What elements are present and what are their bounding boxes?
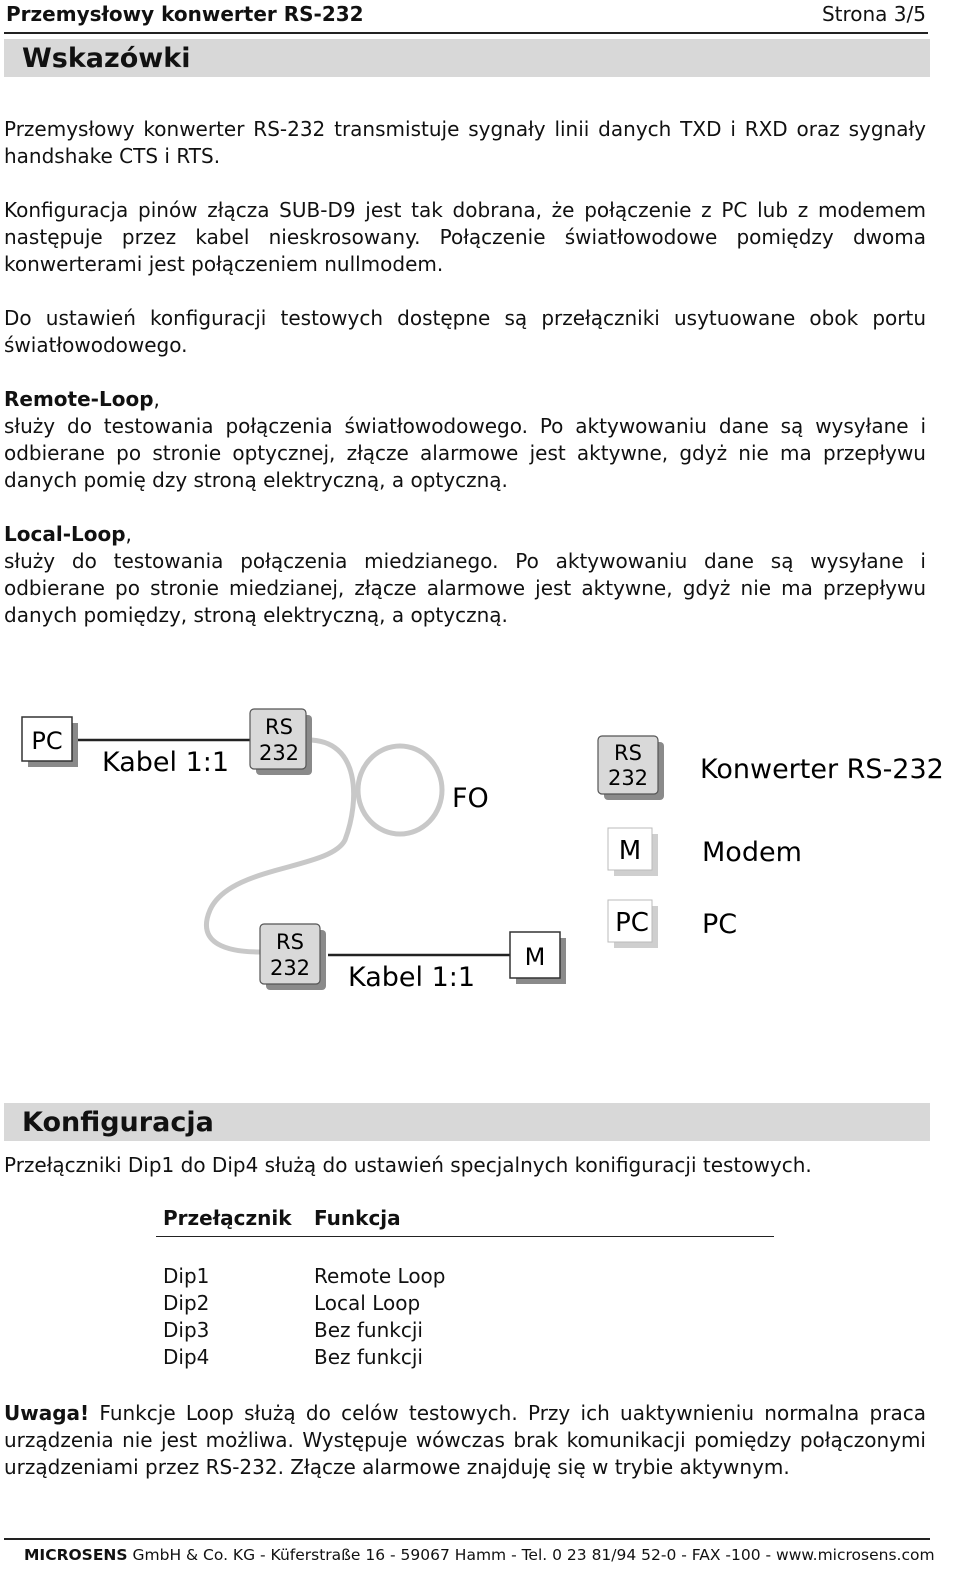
page-header <box>4 0 928 34</box>
legend-modem-abbrev: M <box>618 836 642 866</box>
legend-pc-abbrev: PC <box>615 908 649 938</box>
table-cell-switch: Dip1 <box>163 1264 210 1288</box>
fiber-optic-loop <box>358 746 442 834</box>
legend-rs232-line1: RS <box>614 741 642 765</box>
note-term: Uwaga! <box>4 1401 90 1425</box>
table-cell-function: Local Loop <box>314 1291 421 1315</box>
paragraph-signals: Przemysłowy konwerter RS-232 transmistuje sygnały linii danych TXD i RXD oraz sygnały handshake CTS i RTS. <box>4 117 926 168</box>
note-paragraph <box>4 1400 926 1481</box>
rs232-top-line1: RS <box>265 715 293 739</box>
note-text: Funkcje Loop służą do celów testowych. Przy ich uaktywnieniu normalna praca urządzenia nie jest możliwa. Występuje wówczas brak komunikacji pomiędzy połączonymi urządzeniami przez RS-232. Złącze alarmowe znajduję się w trybie aktywnym. <box>4 1401 926 1479</box>
paragraph-switches: Do ustawień konfiguracji testowych dostępne są przełączniki usytuowane obok portu światłowodowego. <box>4 306 926 357</box>
legend-modem-label: Modem <box>702 837 802 868</box>
page-number: Strona 3/5 <box>821 2 926 26</box>
footer-rule <box>4 1538 930 1540</box>
fo-label: FO <box>452 783 489 814</box>
pc-left-label: PC <box>31 727 63 755</box>
footer <box>24 1546 935 1564</box>
config-intro: Przełączniki Dip1 do Dip4 służą do ustawień specjalnych konifiguracji testowych. <box>4 1153 812 1177</box>
remote-loop-block: Remote-Loop, służy do testowania połączenia światłowodowego. Po aktywowaniu dane są wysyłane i odbierane po stronie optycznej, złącze alarmowe jest aktywne, gdyż nie ma przepływu danych pomię dzy stroną elektryczną, a optyczną. <box>4 387 926 492</box>
legend-rs232-label: Konwerter RS-232 <box>700 754 944 785</box>
rs232-top-line2: 232 <box>258 741 300 765</box>
footer-address: GmbH & Co. KG - Küferstraße 16 - 59067 Hamm - Tel. 0 23 81/94 52-0 - FAX -100 - www.microsens.com <box>127 1546 935 1564</box>
config-heading-band <box>4 1103 930 1141</box>
modem-bottom-label: M <box>524 943 546 971</box>
rs232-bottom-line1: RS <box>276 930 304 954</box>
table-cell-function: Remote Loop <box>314 1264 446 1288</box>
table-header <box>156 1206 774 1237</box>
local-loop-term: Local-Loop <box>4 522 126 546</box>
local-loop-text: służy do testowania połączenia miedzianego. Po aktywowaniu dane są wysyłane i odbierane po stronie miedzianej, złącze alarmowe jest aktywne, gdyż nie ma przepływu danych pomiędzy, stroną elektryczną, a optyczną. <box>4 549 926 627</box>
legend-pc-label: PC <box>702 909 738 940</box>
rs232-bottom-line2: 232 <box>269 956 311 980</box>
connection-diagram <box>0 690 960 1020</box>
config-heading: Konfiguracja <box>22 1107 214 1138</box>
table-cell-switch: Dip3 <box>163 1318 210 1342</box>
table-cell-function: Bez funkcji <box>314 1318 423 1342</box>
cable-top-label: Kabel 1:1 <box>102 747 230 778</box>
local-loop-block: Local-Loop, służy do testowania połączenia miedzianego. Po aktywowaniu dane są wysyłane i odbierane po stronie miedzianej, złącze alarmowe jest aktywne, gdyż nie ma przepływu danych pomiędzy, stroną elektryczną, a optyczną. <box>4 522 926 627</box>
table-header-switch: Przełącznik <box>163 1206 292 1230</box>
legend-rs232-line2: 232 <box>607 766 649 790</box>
paragraph-pinout: Konfiguracja pinów złącza SUB-D9 jest tak dobrana, że połączenie z PC lub z modemem następuje przez kabel nieskrosowany. Połączenie światłowodowe pomiędzy dwoma konwerterami jest połączeniem nullmodem. <box>4 198 926 276</box>
dip-switch-table <box>156 1206 774 1369</box>
cable-bottom-label: Kabel 1:1 <box>348 962 476 993</box>
table-cell-function: Bez funkcji <box>314 1345 423 1369</box>
table-cell-switch: Dip2 <box>163 1291 210 1315</box>
table-header-function: Funkcja <box>314 1206 401 1230</box>
document-title: Przemysłowy konwerter RS-232 <box>6 2 364 26</box>
remote-loop-text: służy do testowania połączenia światłowodowego. Po aktywowaniu dane są wysyłane i odbierane po stronie optycznej, złącze alarmowe jest aktywne, gdyż nie ma przepływu danych pomię dzy stroną elektryczną, a optyczną. <box>4 414 926 492</box>
section-heading-band <box>4 39 930 77</box>
footer-brand: MICROSENS <box>24 1546 128 1564</box>
remote-loop-term: Remote-Loop <box>4 387 154 411</box>
table-cell-switch: Dip4 <box>163 1345 210 1369</box>
section-heading: Wskazówki <box>22 43 191 74</box>
